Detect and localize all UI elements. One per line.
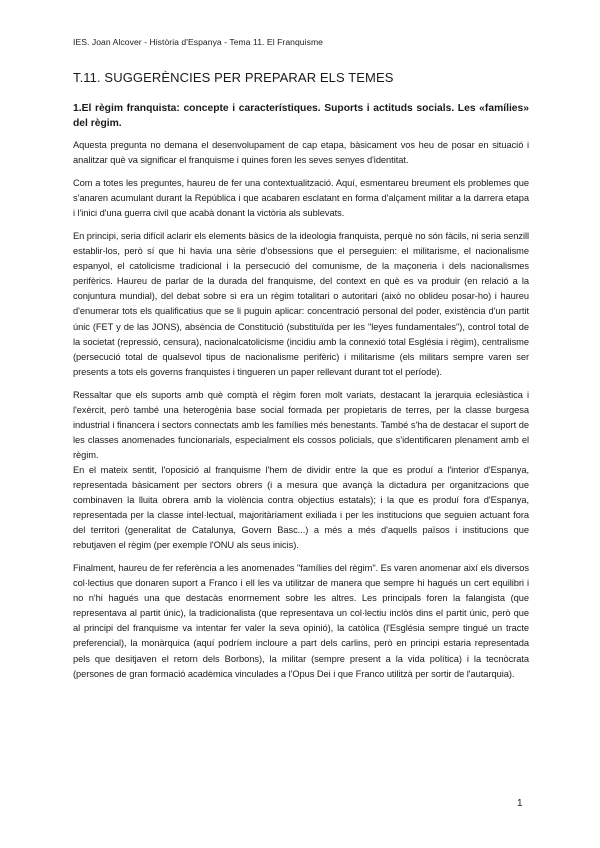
paragraph-2: Com a totes les preguntes, haureu de fer una contextualització. Aquí, esmentareu breument els problemes que s'anaren acumulant durant la República i que acabaren esclatant en forma d'alçament militar a la darrera etapa i l'inici d'una guerra civil que acabà donant la victòria als sublevats. bbox=[73, 178, 529, 219]
paragraph-1: Aquesta pregunta no demana el desenvolupament de cap etapa, bàsicament vos heu de posar en situació i analitzar què va significar el franquisme i quines foren les seves senyes d'identitat. bbox=[73, 140, 529, 166]
page-title: T.11. SUGGERÈNCIES PER PREPARAR ELS TEMES bbox=[73, 70, 394, 85]
page-number: 1 bbox=[517, 798, 523, 809]
document-body bbox=[73, 101, 529, 690]
paragraph-4: Ressaltar que els suports amb què comptà el règim foren molt variats, destacant la jerarquia eclesiàstica i l'exèrcit, però també una heterogènia base social formada per propietaris de terres, per la classe burgesa industrial i financera i sectors connectats amb les famílies més benestants. També s'ha de destacar el suport de les classes anomenades funcionarials, especialment els cossos policials, que s'identificaren plenament amb el règim. bbox=[73, 389, 529, 460]
paragraph-6: Finalment, haureu de fer referència a les anomenades "famílies del règim". Es varen anomenar així els diversos col·lectius que donaren suport a Franco i ell les va utilitzar de manera que sempre hi hagués un cert equilibri i no n'hi hagués una que destacàs enormement sobre les altres. Les principals foren la falangista (que representava al partit únic), la tradicionalista (que representava un col·lectiu inclòs dins el partit únic, però que al principi del franquisme va intentar fer valer la seva opinió), la catòlica (l'Església sempre tingué un tracte preferencial), la monàrquica (aquí podríem incloure a part dels carlins, però en principi estaria representada pels que desitjaven el retorn dels Borbons), la militar (sempre present a la vida política) i la tecnòcrata (persones de gran formació acadèmica vinculades a l'Opus Dei i que Franco utilitzà per sortir de l'autarquia). bbox=[73, 563, 529, 679]
running-header: IES. Joan Alcover - Història d'Espanya - Tema 11. El Franquisme bbox=[73, 37, 323, 47]
section-heading: 1.El règim franquista: concepte i característiques. Suports i actituds socials. Les «famílies» del règim. bbox=[73, 103, 529, 129]
paragraph-5: En el mateix sentit, l'oposició al franquisme l'hem de dividir entre la que es produí a l'interior d'Espanya, representada bàsicament per sectors obrers (i a mesura que avançà la dictadura per organitzacions que combinaven la lluita obrera amb la violència contra objectius estatals); i la que es produí fora d'Espanya, representada per la classe intel·lectual, majoritàriament exiliada i per les institucions que seguien actuant fora del territori (generalitat de Catalunya, Govern Basc...) a més a més d'aquells països i institucions que rebutjaven el règim (per exemple l'ONU als seus inicis). bbox=[73, 464, 529, 551]
paragraph-3: En principi, seria difícil aclarir els elements bàsics de la ideologia franquista, perquè no són fàcils, ni seria senzill establir-los, però sí que hi havia una sèrie d'obsessions que el perseguien: el militarisme, el nacionalisme espanyol, el catolicisme tradicional i la persecució del comunisme, de la maçoneria i dels nacionalismes perifèrics. Haureu de parlar de la durada del franquisme, del context en què es va produir (en relació a la conjuntura mundial), del debat sobre si era un règim totalitari o autoritari (això no oblideu posar-ho) i haureu d'enumerar tots els qualificatius que se li puguin aplicar: concentració personal del poder, existència d'un partit únic (FET y de las JONS), absència de Constitució (substituïda per les "leyes fundamentales"), control total de la societat (repressió, censura), nacionalcatolicisme (incidiu amb la connexió total Església i règim), centralisme (persecució total de qualsevol tipus de nacionalisme perifèric) i militarisme (els militars sempre varen ser presents a tots els governs franquistes i tingueren un paper rellevant durant tot el període). bbox=[73, 231, 529, 377]
